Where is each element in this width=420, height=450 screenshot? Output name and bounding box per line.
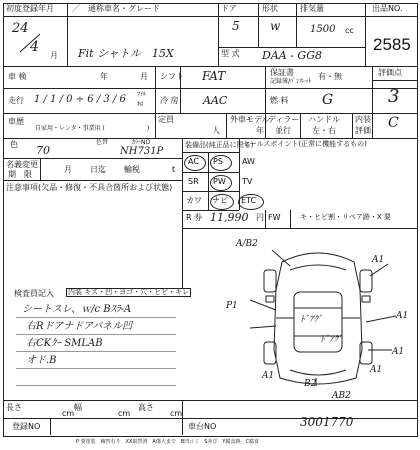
note-line-2: 右Rドアナドアパネル凹 — [26, 321, 133, 332]
grid-line — [3, 418, 417, 419]
grid-line — [300, 113, 301, 138]
registration-label: 登録NO — [12, 422, 41, 431]
grid-line — [372, 66, 373, 138]
warranty-options: 有・無 — [318, 72, 342, 81]
fw-label: FW — [268, 213, 281, 222]
r-label: R 券 — [186, 213, 203, 222]
ac-value: AAC — [203, 94, 228, 107]
r-unit: 円 — [256, 213, 264, 222]
door-label: ドア — [221, 4, 237, 13]
equipment-title: 装備品(純正品に限る) — [185, 141, 254, 149]
name-change-label: 名義変更 — [6, 160, 38, 169]
dealer-label: ディラー — [268, 115, 300, 124]
grid-line — [3, 400, 417, 401]
diagram-label: A1 — [372, 255, 385, 265]
equip-item-navi: ナビ — [212, 196, 228, 205]
type-label: 型 式 — [221, 49, 240, 58]
name-change-sub: 期 限 — [8, 170, 32, 179]
color-value: 70 — [36, 144, 50, 157]
color-change-label: 色替 — [96, 139, 109, 146]
tax-unit: t — [172, 165, 176, 174]
handle-label: ハンドル — [308, 115, 340, 124]
mileage-digits: 1 / 1 / 0 ÷ 6 / 3 / 6 — [34, 94, 126, 105]
warranty-sub: 記録簿/ﾊﾟﾝﾌﾚｯﾄ — [270, 78, 312, 85]
grid-line — [182, 172, 239, 173]
equip-item-tv: TV — [242, 177, 253, 186]
reg-year-label: 初度登録年月 — [6, 4, 54, 13]
width-unit: cm — [118, 409, 131, 418]
shaken-year-unit: 年 — [100, 72, 108, 81]
grid-line — [352, 113, 353, 138]
displacement-label: 排気量 — [300, 4, 324, 13]
diagram-label: AB2 — [332, 391, 351, 400]
shift-value: FAT — [202, 69, 226, 83]
grid-line — [182, 228, 417, 229]
type-value: DAA - GG8 — [262, 49, 322, 62]
mileage-label: 走行 — [8, 96, 24, 105]
caution-label: 注意事項(欠品・修復・不具合箇所および状態) — [6, 183, 173, 192]
grid-line — [182, 152, 239, 153]
equip-item-ac: AC — [188, 157, 199, 166]
grid-line — [3, 158, 182, 159]
mark-notes: キ・ヒビ割・リペア跡・X 要 — [300, 213, 391, 221]
color-no-label: ｶﾗｰNO — [132, 139, 151, 146]
note-rule — [16, 334, 176, 335]
fuel-label: 燃 料 — [270, 96, 289, 105]
equip-item-kawa: カワ — [186, 196, 202, 205]
import-label: 外車モデル — [230, 115, 270, 124]
shaken-label: 車 検 — [8, 72, 27, 81]
grid-line — [3, 88, 417, 89]
r-value: 11,990 — [210, 211, 249, 224]
cc-unit: cc — [345, 26, 354, 35]
history-label: 車歴 — [8, 117, 24, 126]
diagram-label: A/B2 — [236, 239, 258, 249]
history-options: 自家用・レンタ・事業用 ( ) — [35, 125, 150, 132]
length-unit: cm — [62, 409, 75, 418]
shape-label: 形状 — [262, 4, 278, 13]
equip-item-sr: SR — [188, 177, 199, 186]
mileage-unit-bottom: ｷﾛ — [137, 101, 144, 108]
capacity-unit: 人 — [212, 126, 220, 135]
import-unit: 年 — [256, 126, 264, 135]
fuel-value: G — [322, 92, 334, 108]
capacity-label: 定員 — [158, 115, 174, 124]
grid-line — [265, 210, 266, 228]
month-unit: 月 — [50, 51, 58, 60]
ac-label: 冷 房 — [160, 96, 179, 105]
grid-line — [226, 113, 227, 138]
equip-item-aw: AW — [242, 157, 255, 166]
check-circle — [210, 155, 232, 171]
grid-line — [265, 66, 266, 138]
interior-value: C — [388, 115, 399, 131]
grid-line — [258, 3, 259, 47]
chassis-label: 車台NO — [188, 422, 217, 431]
model-name-label: ／ 通称車名・グレード — [72, 4, 160, 13]
check-circle — [238, 194, 264, 210]
check-circle — [210, 175, 232, 191]
interior-sub: 評価 — [355, 126, 371, 135]
equip-item-etc: ETC — [241, 196, 257, 205]
note-line-4: オド.B — [26, 355, 57, 366]
diagram-label: ﾄﾞｱｸﾞ — [320, 335, 343, 345]
selling-points-label: セールスポイント(正常に機能するもの) — [243, 140, 367, 148]
grid-line — [67, 3, 68, 66]
length-label: 長さ — [6, 403, 22, 412]
color-no-value: NH731P — [120, 146, 164, 157]
grid-line — [296, 3, 297, 47]
note-rule — [16, 317, 176, 318]
year-value: 24 — [12, 21, 29, 36]
note-rule — [16, 385, 176, 386]
grid-line — [3, 16, 417, 17]
shift-label: シフト — [160, 72, 184, 81]
name-change-month: 月 — [64, 165, 72, 174]
diagram-label: A1 — [392, 347, 405, 357]
displacement-value: 1500 — [310, 24, 336, 35]
chassis-value: 3001770 — [300, 415, 354, 429]
grid-line — [290, 210, 291, 228]
diagram-label: P1 — [226, 301, 238, 311]
lot-label: 出品NO. — [372, 4, 403, 13]
grid-line — [372, 80, 417, 81]
warranty-label: 保証書 — [270, 68, 294, 77]
dealer-sub: 並行 — [275, 126, 291, 135]
grid-line — [182, 191, 239, 192]
diagram-label: A1 — [262, 371, 275, 381]
interior-label: 内装 — [355, 115, 371, 124]
score-label: 評価点 — [378, 68, 402, 77]
equip-item-ps: PS — [213, 157, 223, 166]
door-value: 5 — [232, 19, 240, 33]
car-diagram — [220, 230, 416, 400]
grid-line — [208, 152, 209, 210]
check-circle — [210, 194, 234, 210]
grid-line — [365, 3, 366, 66]
grid-line — [3, 138, 417, 139]
footer-legend: P 要塗装 W凹有り XX取替済 A傷大まで B凹コミ S赤び Y腐食跡 C腐食 — [76, 439, 259, 445]
grid-line — [40, 158, 41, 180]
handle-options: 左・右 — [312, 126, 336, 135]
width-label: 幅 — [74, 403, 82, 412]
model-value: Fit シャトル 15X — [78, 47, 174, 60]
grid-line — [218, 3, 219, 66]
grid-line — [3, 66, 417, 67]
date-slash — [18, 32, 44, 54]
mileage-unit-top: ﾏｲﾙ — [137, 91, 147, 98]
diagram-label: A1 — [370, 365, 383, 375]
inspector-label: 検査員記入 — [14, 289, 54, 298]
height-label: 高さ — [138, 403, 154, 412]
color-label: 色 — [10, 140, 18, 149]
grid-line — [155, 66, 156, 138]
note-rule — [16, 351, 176, 352]
lot-number: 2585 — [373, 35, 411, 54]
note-rule — [16, 368, 176, 369]
grid-line — [50, 418, 51, 435]
diagram-label: ﾄﾞｱｸﾞ — [300, 315, 323, 325]
note-line-1: シートスレ、ｗ/c Bｽﾗ-A — [22, 304, 132, 315]
shape-value: w — [270, 19, 281, 33]
shaken-month-unit: 月 — [140, 72, 148, 81]
equip-item-pw: PW — [213, 177, 226, 186]
diagram-label: B2 — [304, 379, 317, 389]
month-value: 4 — [30, 39, 39, 55]
diagram-label: A1 — [396, 311, 409, 321]
grid-line — [182, 138, 183, 288]
height-unit: cm — [170, 409, 183, 418]
grid-line — [3, 180, 182, 181]
date-day: 日迄 — [90, 165, 106, 174]
grid-line — [3, 113, 417, 114]
check-circle — [184, 155, 206, 171]
inspector-tags: 内装 キズ・凹・ヨゴ・穴・ヒビ・キレ — [68, 288, 190, 296]
grid-line — [218, 47, 365, 48]
score-value: 3 — [388, 86, 400, 107]
note-line-3: 右CKｸｰ SMLAB — [26, 338, 103, 349]
tax-label: 輸税 — [124, 165, 140, 174]
